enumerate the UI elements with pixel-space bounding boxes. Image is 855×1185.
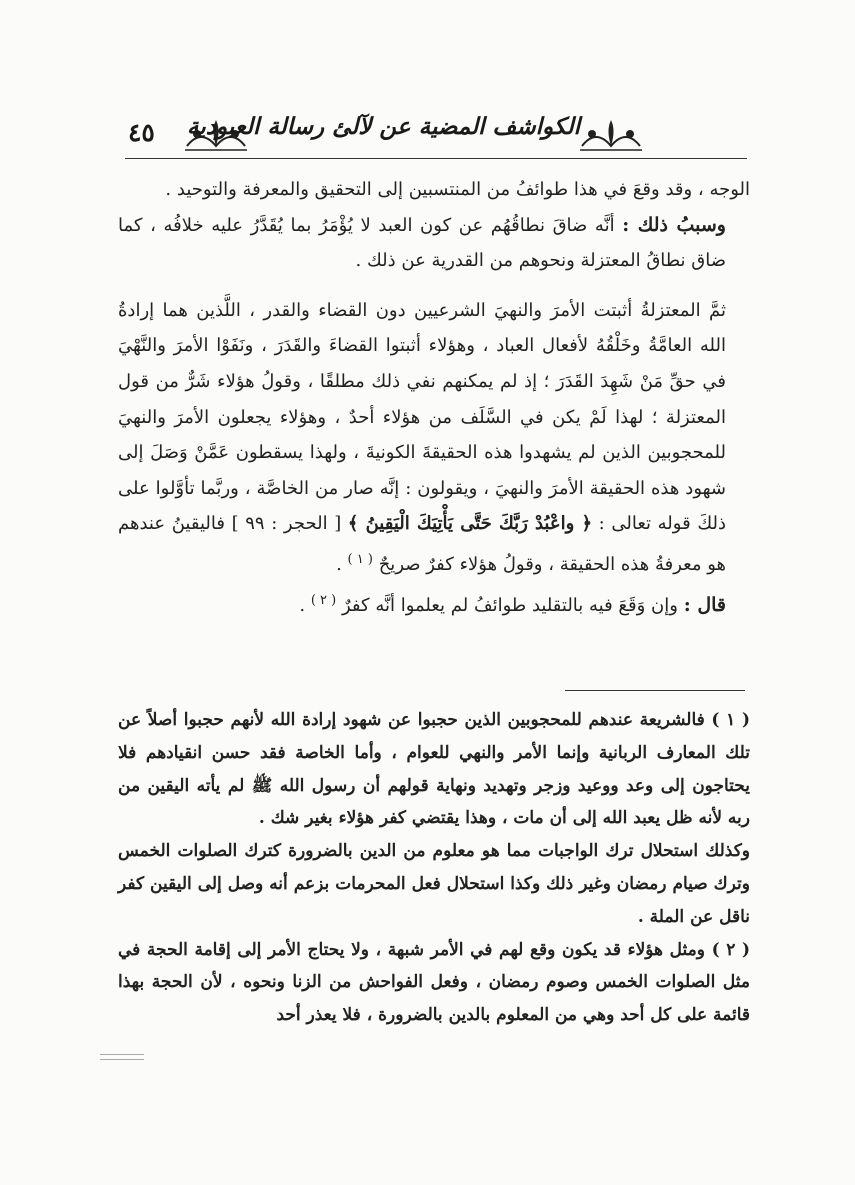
margin-mark	[100, 1059, 144, 1060]
footnote	[118, 704, 750, 835]
main-text-block	[118, 172, 750, 623]
paragraph	[118, 208, 750, 279]
paragraph: ثمَّ المعتزلةُ أثبتت الأمرَ والنهيَ الشرعيين دون القضاء والقدر ، اللَّذين هما إرادةُ الله العامَّةُ وخَلْقُهُ لأفعال العباد ، وهؤلاء أثبتوا القضاءَ والقَدَرَ ، ونَفَوْا الأمرَ والنَّهْيَ في حقِّ مَنْ شَهِدَ القَدَرَ ؛ إذ لم يمكنهم نفي ذلك مطلقًا ، وقولُ هؤلاء شَرٌّ من قول المعتزلة ؛ لهذا لَمْ يكن في السَّلَف من هؤلاء أحدٌ ، وهؤلاء يجعلون الأمرَ والنهيَ للمحجوبين الذين لم يشهدوا هذه الحقيقةَ الكونيةَ ، ولهذا يسقطون عَمَّنْ وَصَلَ إلى شهود هذه الحقيقة الأمرَ والنهيَ ، ويقولون : إنَّه صار من الخاصَّة ، وربَّما تأوَّلوا على ذلكَ قوله تعالى : ﴿ واعْبُدْ رَبَّكَ حَتَّى يَأْتِيَكَ الْيَقِينُ ﴾ [ الحجر : ٩٩ ] فاليقينُ عندهم هو معرفةُ هذه الحقيقة ، وقولُ هؤلاء كفرٌ صريحٌ $^{( ١ )}$ .	[118, 299, 726, 575]
paragraph-text: [ الحجر : ٩٩ ] فاليقينُ عندهم هو معرفةُ هذه الحقيقة ، وقولُ هؤلاء كفرٌ صريحٌ	[118, 513, 726, 575]
header-divider	[125, 158, 747, 159]
footnote-number: ( ٢ )	[711, 939, 751, 960]
footnote-text: وكذلك استحلال ترك الواجبات مما هو معلوم من الدين بالضرورة كترك الصلوات الخمس وترك صيام رمضان وغير ذلك وكذا استحلال فعل المحرمات بزعم أنه وصل إلى اليقين كفر ناقل عن الملة .	[118, 841, 750, 927]
paragraph-text: ثمَّ المعتزلةُ أثبتت الأمرَ والنهيَ الشرعيين دون القضاء والقدر ، اللَّذين هما إرادةُ الله العامَّةُ وخَلْقُهُ لأفعال العباد ، وهؤلاء أثبتوا القضاءَ والقَدَرَ ، ونَفَوْا الأمرَ والنَّهْيَ في حقِّ مَنْ شَهِدَ القَدَرَ ؛ إذ لم يمكنهم نفي ذلك مطلقًا ، وقولُ هؤلاء شَرٌّ من قول المعتزلة ؛ لهذا لَمْ يكن في السَّلَف من هؤلاء أحدٌ ، وهؤلاء يجعلون الأمرَ والنهيَ للمحجوبين الذين لم يشهدوا هذه الحقيقةَ الكونيةَ ، ولهذا يسقطون عَمَّنْ وَصَلَ إلى شهود هذه الحقيقة الأمرَ والنهيَ ، ويقولون : إنَّه صار من الخاصَّة ، وربَّما تأوَّلوا على ذلكَ قوله تعالى :	[118, 299, 726, 535]
footnote-text: ومثل هؤلاء قد يكون وقع لهم في الأمر شبهة ، ولا يحتاج الأمر إلى إقامة الحجة في مثل الصلوات الخمس وصوم رمضان ، وفعل الفواحش من الزنا ونحوه ، لأن الحجة بهذا قائمة على كل أحد وهي من المعلوم بالدين بالضرورة ، فلا يعذر أحد	[118, 939, 750, 1026]
footnote-divider	[565, 690, 745, 691]
quran-verse: ﴿ واعْبُدْ رَبَّكَ حَتَّى يَأْتِيَكَ الْيَقِينُ ﴾	[347, 513, 593, 535]
keyword-label: قال :	[683, 593, 726, 616]
footnote-reference: ( ١ )	[347, 551, 373, 567]
footnote-number: ( ١ )	[711, 710, 750, 730]
running-title: الكواشف المضية عن لآلئ رسالة العبودية	[187, 113, 580, 140]
paragraph-text: الوجه ، وقد وقعَ في هذا طوائفُ من المنتسبين إلى التحقيق والمعرفة والتوحيد .	[165, 179, 750, 200]
footnote-continuation	[118, 835, 750, 933]
margin-mark	[100, 1054, 144, 1055]
footnote-reference: ( ٢ )	[310, 592, 337, 608]
footnote	[118, 934, 750, 1032]
floral-ornament-icon	[578, 116, 644, 154]
page-number: ٤٥	[128, 118, 155, 147]
paragraph	[118, 172, 750, 208]
footnotes-block	[118, 704, 750, 1032]
paragraph-text: أنَّه ضاقَ نطاقُهُم عن كون العبد لا يُؤْمَرُ بما يُقَدَّرُ عليه خلافُه ، كما ضاق نطاقُ المعتزلة ونحوهم من القدرية عن ذلك .	[118, 214, 726, 272]
footnote-text: فالشريعة عندهم للمحجوبين الذين حجبوا عن شهود إرادة الله لأنهم حجبوا أصلاً عن تلك المعارف الربانية وإنما الأمر والنهي للعوام ، وأما الخاصة فقد حسن انقيادهم فلا يحتاجون إلى وعد ووعيد وزجر وتهديد ونهاية قولهم أن رسول الله ﷺ لم يأته اليقين من ربه لأنه ظل يعبد الله إلى أن مات ، وهذا يقتضي كفر هؤلاء بغير شك .	[118, 710, 750, 829]
keyword-label: وسببُ ذلك :	[622, 213, 726, 236]
paragraph-text: وإن وَقَعَ فيه بالتقليد طوائفُ لم يعلموا أنَّه كفرٌ	[341, 594, 678, 616]
paragraph: قال : وإن وَقَعَ فيه بالتقليد طوائفُ لم يعلموا أنَّه كفرٌ $^{( ٢ )}$ .	[299, 592, 726, 616]
